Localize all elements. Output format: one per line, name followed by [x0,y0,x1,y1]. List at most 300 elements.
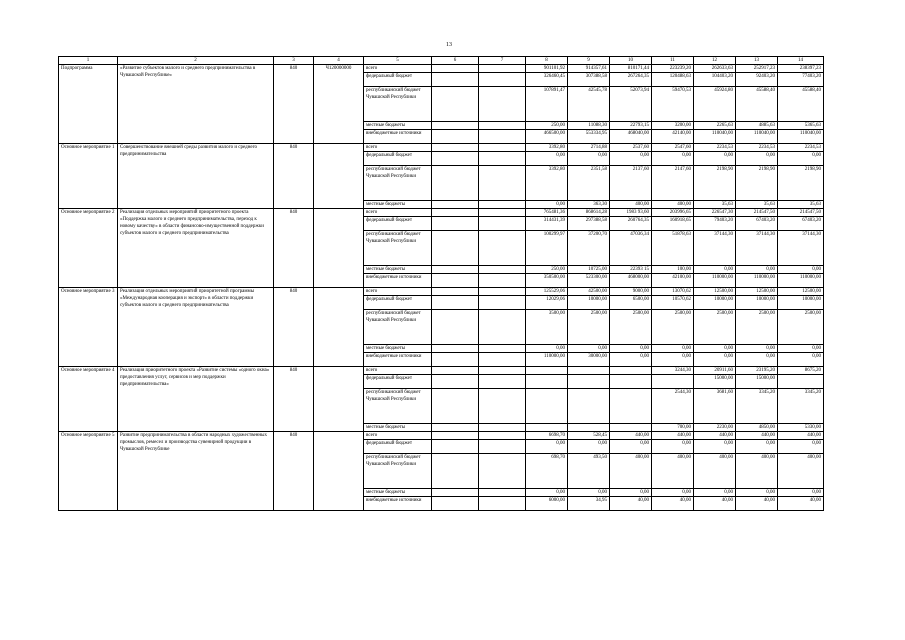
table-row [59,367,824,375]
value-cell: 2234,53 [694,144,736,152]
empty-cell [479,440,526,454]
value-cell: 2544,30 [652,389,694,424]
value-cell: 2265,63 [694,122,736,130]
value-cell [778,375,824,389]
value-cell: 12029,06 [526,296,568,310]
empty-cell [479,367,526,375]
table-row [59,432,824,440]
table-row [59,209,824,217]
value-cell: 0,00 [610,345,652,353]
value-cell: 0,00 [568,345,610,353]
value-cell: 0,00 [736,440,778,454]
value-cell: 22793,15 [610,122,652,130]
value-cell: 125529,06 [526,288,568,296]
value-cell: 10000,00 [778,296,824,310]
funding-source-cell: республиканский бюджет Чувашской Республики [364,454,432,489]
value-cell: 3681,60 [694,389,736,424]
empty-cell [479,497,526,511]
value-cell [610,375,652,389]
section-title-cell: «Развитие субъектов малого и среднего предпринимательства в Чувашской Республике» [118,65,274,144]
value-cell: 914357,61 [568,65,610,73]
value-cell: 2500,00 [778,310,824,345]
value-cell: 0,00 [610,152,652,166]
value-cell: 765481,36 [526,209,568,217]
value-cell: 400,00 [652,201,694,209]
funding-source-cell: местные бюджеты [364,122,432,130]
value-cell: 6698,70 [526,432,568,440]
empty-cell [479,201,526,209]
value-cell: 0,00 [694,266,736,274]
funding-source-cell: местные бюджеты [364,345,432,353]
value-cell: 59470,53 [652,87,694,122]
empty-cell [432,353,479,367]
empty-cell [432,231,479,266]
value-cell: 262633,63 [694,65,736,73]
value-cell: 0,00 [694,152,736,166]
value-cell: 0,00 [526,152,568,166]
value-cell: 2351,58 [568,166,610,201]
value-cell: 42500,00 [568,288,610,296]
funding-source-cell: местные бюджеты [364,489,432,497]
value-cell: 5330,00 [778,424,824,432]
empty-cell [432,375,479,389]
value-cell: 15000,00 [736,375,778,389]
empty-cell [479,274,526,288]
value-cell: 350500,00 [526,274,568,288]
value-cell: 2230,00 [694,424,736,432]
empty-cell [432,367,479,375]
value-cell: 0,00 [652,345,694,353]
value-cell: 2137,60 [610,166,652,201]
section-name-cell: Подпрограмма [59,65,118,144]
empty-cell [479,166,526,201]
empty-cell [479,122,526,130]
value-cell: 35,63 [778,201,824,209]
value-cell: 0,00 [652,152,694,166]
value-cell: 0,00 [526,345,568,353]
section-code-cell: 840 [274,65,314,144]
value-cell: 2537,60 [610,144,652,152]
value-cell: 13070,62 [652,288,694,296]
value-cell: 37144,30 [694,231,736,266]
empty-cell [432,389,479,424]
empty-cell [479,454,526,489]
funding-source-cell: внебюджетные источники [364,130,432,144]
funding-source-cell: внебюджетные источники [364,274,432,288]
value-cell: 42140,00 [652,130,694,144]
value-cell: 0,00 [778,152,824,166]
empty-cell [432,266,479,274]
value-cell: 30000,00 [568,353,610,367]
section-title-cell: Совершенствование внешней среды развития малого и среднего предпринимательства [118,144,274,209]
section-code-cell: 840 [274,288,314,367]
section-title-cell: Реализация отдельных мероприятий приоритетного проекта «Поддержка малого и среднего предпринимательства, переход к новому качеству» в области финансово-имущественной поддержки субъектов малого и среднего предпринимательства [118,209,274,288]
value-cell: 528,45 [568,432,610,440]
column-number-cell: 14 [778,57,824,65]
value-cell: 1983 93,60 [610,209,652,217]
value-cell: 45588,40 [736,87,778,122]
value-cell: 2500,00 [736,310,778,345]
section-program-code-cell: Ч120000000 [314,65,364,144]
value-cell: 400,00 [652,454,694,489]
value-cell: 0,00 [778,266,824,274]
value-cell [526,424,568,432]
table-row [59,144,824,152]
value-cell: 400,00 [610,201,652,209]
funding-source-cell: федеральный бюджет [364,152,432,166]
empty-cell [479,217,526,231]
value-cell: 22393 15 [610,266,652,274]
value-cell: 42545,78 [568,87,610,122]
value-cell [568,367,610,375]
value-cell: 400,00 [694,454,736,489]
value-cell: 120488,63 [652,73,694,87]
value-cell: 0,00 [778,353,824,367]
value-cell: 40,00 [652,497,694,511]
value-cell: 2198,90 [778,166,824,201]
value-cell: 37144,30 [778,231,824,266]
empty-cell [479,432,526,440]
funding-source-cell: республиканский бюджет Чувашской Республики [364,231,432,266]
value-cell: 42100,00 [652,274,694,288]
value-cell: 52073,94 [610,87,652,122]
value-cell: 3200,00 [652,122,694,130]
empty-cell [432,73,479,87]
column-number-cell: 11 [652,57,694,65]
empty-cell [432,424,479,432]
empty-cell [479,266,526,274]
value-cell [568,424,610,432]
value-cell: 238397,23 [778,65,824,73]
section-program-code-cell [314,144,364,209]
value-cell: 35,63 [694,201,736,209]
column-number-cell: 2 [118,57,274,65]
value-cell [526,389,568,424]
value-cell: 0,00 [694,353,736,367]
value-cell: 2500,00 [694,310,736,345]
value-cell: 0,00 [694,489,736,497]
value-cell: 363,30 [568,201,610,209]
funding-source-cell: внебюджетные источники [364,353,432,367]
value-cell: 47036,34 [610,231,652,266]
empty-cell [432,497,479,511]
empty-cell [479,375,526,389]
value-cell: 3345,20 [736,389,778,424]
empty-cell [432,217,479,231]
value-cell: 5365,63 [778,122,824,130]
value-cell: 2500,00 [568,310,610,345]
column-number-cell: 1 [59,57,118,65]
value-cell: 440,00 [610,432,652,440]
empty-cell [432,432,479,440]
value-cell [652,375,694,389]
column-number-cell: 9 [568,57,610,65]
value-cell: 252917,23 [736,65,778,73]
funding-source-cell: всего [364,209,432,217]
empty-cell [432,130,479,144]
value-cell: 40,00 [694,497,736,511]
value-cell: 466500,00 [526,130,568,144]
value-cell: 553334,95 [568,130,610,144]
column-number-cell: 8 [526,57,568,65]
value-cell: 2234,53 [736,144,778,152]
value-cell: 110000,00 [526,353,568,367]
value-cell: 698,70 [526,454,568,489]
section-code-cell: 840 [274,432,314,511]
value-cell [526,375,568,389]
value-cell: 37144,30 [736,231,778,266]
value-cell: 493,50 [568,454,610,489]
empty-cell [432,209,479,217]
empty-cell [432,489,479,497]
value-cell: 8675,20 [778,367,824,375]
value-cell: 0,00 [652,353,694,367]
value-cell: 326460,45 [526,73,568,87]
value-cell: 110040,00 [736,130,778,144]
value-cell [610,389,652,424]
section-title-cell: Развитие предпринимательства в области народных художественных промыслов, ремесел и производства сувенирной продукции в Чувашской Республике [118,432,274,511]
value-cell: 0,00 [526,201,568,209]
funding-source-cell: федеральный бюджет [364,217,432,231]
empty-cell [479,424,526,432]
value-cell: 0,00 [736,353,778,367]
value-cell: 110000,00 [736,274,778,288]
empty-cell [479,209,526,217]
section-name-cell: Основное мероприятие 5 [59,432,118,511]
value-cell: 0,00 [778,440,824,454]
value-cell: 868614,28 [568,209,610,217]
empty-cell [432,274,479,288]
empty-cell [479,296,526,310]
section-code-cell: 840 [274,209,314,288]
value-cell [610,367,652,375]
value-cell: 0,00 [652,489,694,497]
value-cell: 45588,40 [778,87,824,122]
empty-cell [479,345,526,353]
value-cell: 10570,62 [652,296,694,310]
empty-cell [432,65,479,73]
funding-source-cell: федеральный бюджет [364,440,432,454]
value-cell: 523300,00 [568,274,610,288]
value-cell: 0,00 [736,152,778,166]
empty-cell [432,310,479,345]
funding-source-cell: местные бюджеты [364,201,432,209]
value-cell: 104403,20 [694,73,736,87]
value-cell: 440,00 [736,432,778,440]
value-cell: 314431,39 [526,217,568,231]
funding-source-cell: всего [364,367,432,375]
value-cell: 2198,90 [694,166,736,201]
value-cell: 35,63 [736,201,778,209]
budget-table [58,56,824,511]
section-program-code-cell [314,209,364,288]
value-cell: 223239,20 [652,65,694,73]
funding-source-cell: местные бюджеты [364,424,432,432]
value-cell: 0,00 [694,440,736,454]
value-cell: 214547,50 [736,209,778,217]
empty-cell [479,353,526,367]
section-program-code-cell [314,288,364,367]
empty-cell [432,454,479,489]
value-cell: 0,00 [778,345,824,353]
empty-cell [432,296,479,310]
value-cell: 6500,00 [610,296,652,310]
value-cell: 3500,00 [526,310,568,345]
value-cell: 0,00 [736,266,778,274]
value-cell: 4850,00 [736,424,778,432]
empty-cell [479,144,526,152]
value-cell: 0,00 [610,489,652,497]
value-cell: 0,00 [736,345,778,353]
value-cell: 0,00 [694,345,736,353]
value-cell: 110000,00 [778,274,824,288]
section-program-code-cell [314,432,364,511]
value-cell: 3392,80 [526,144,568,152]
empty-cell [432,201,479,209]
column-number-cell: 6 [432,57,479,65]
value-cell: 468040,00 [610,130,652,144]
value-cell: 0,00 [526,489,568,497]
section-name-cell: Основное мероприятие 1 [59,144,118,209]
funding-source-cell: всего [364,432,432,440]
column-number-cell: 13 [736,57,778,65]
column-number-row [59,57,824,65]
value-cell: 110000,00 [694,274,736,288]
section-code-cell: 840 [274,367,314,432]
column-number-cell: 12 [694,57,736,65]
value-cell: 440,00 [778,432,824,440]
value-cell: 440,00 [694,432,736,440]
value-cell: 0,00 [778,489,824,497]
value-cell: 0,00 [736,489,778,497]
empty-cell [432,440,479,454]
value-cell: 9000,00 [610,288,652,296]
value-cell: 2198,90 [736,166,778,201]
empty-cell [479,73,526,87]
value-cell: 110040,00 [778,130,824,144]
empty-cell [479,310,526,345]
funding-source-cell: республиканский бюджет Чувашской Республики [364,166,432,201]
funding-source-cell: внебюджетные источники [364,497,432,511]
empty-cell [479,489,526,497]
value-cell: 250,00 [526,266,568,274]
value-cell: 15000,00 [694,375,736,389]
value-cell: 400,00 [778,454,824,489]
value-cell: 297388,58 [568,217,610,231]
value-cell: 250,00 [526,122,568,130]
value-cell: 3392,80 [526,166,568,201]
section-name-cell: Основное мероприятие 3 [59,288,118,367]
value-cell: 2500,00 [652,310,694,345]
table-row [59,65,824,73]
value-cell: 810171,44 [610,65,652,73]
column-number-cell: 10 [610,57,652,65]
funding-source-cell: всего [364,144,432,152]
page-number: 13 [446,42,452,48]
value-cell: 468000,00 [610,274,652,288]
column-number-cell: 5 [364,57,432,65]
value-cell: 0,00 [610,440,652,454]
section-code-cell: 840 [274,144,314,209]
value-cell: 203996,65 [652,209,694,217]
value-cell: 11088,30 [568,122,610,130]
funding-source-cell: федеральный бюджет [364,296,432,310]
value-cell: 40,00 [736,497,778,511]
column-number-cell: 3 [274,57,314,65]
empty-cell [432,122,479,130]
funding-source-cell: республиканский бюджет Чувашской Республики [364,389,432,424]
section-program-code-cell [314,367,364,432]
column-number-cell: 7 [479,57,526,65]
value-cell: 45924,80 [694,87,736,122]
value-cell [526,367,568,375]
empty-cell [479,152,526,166]
empty-cell [432,166,479,201]
empty-cell [479,130,526,144]
funding-source-cell: всего [364,288,432,296]
empty-cell [479,231,526,266]
funding-source-cell: местные бюджеты [364,266,432,274]
value-cell: 0,00 [568,440,610,454]
value-cell: 267264,35 [610,73,652,87]
value-cell: 10000,00 [736,296,778,310]
section-name-cell: Основное мероприятие 2 [59,209,118,288]
value-cell: 307388,58 [568,73,610,87]
value-cell: 10725,00 [568,266,610,274]
empty-cell [432,144,479,152]
value-cell: 160918,65 [652,217,694,231]
section-name-cell: Основное мероприятие 4 [59,367,118,432]
empty-cell [432,345,479,353]
value-cell: 0,00 [526,440,568,454]
value-cell: 400,00 [736,454,778,489]
section-title-cell: Реализация отдельных мероприятий приоритетной программы «Международная кооперация и экспорт» в области поддержки субъектов малого и среднего предпринимательства [118,288,274,367]
value-cell: 92403,20 [736,73,778,87]
value-cell: 2500,00 [610,310,652,345]
value-cell: 3244,30 [652,367,694,375]
value-cell: 12500,00 [694,288,736,296]
value-cell: 77403,20 [778,73,824,87]
value-cell: 2714,88 [568,144,610,152]
value-cell: 214547,50 [778,209,824,217]
value-cell: 901101,92 [526,65,568,73]
value-cell: 260764,35 [610,217,652,231]
value-cell: 440,00 [652,432,694,440]
value-cell [568,389,610,424]
value-cell: 40,00 [778,497,824,511]
value-cell: 10000,00 [694,296,736,310]
value-cell: 67403,20 [778,217,824,231]
value-cell: 226547,30 [694,209,736,217]
funding-source-cell: республиканский бюджет Чувашской Республики [364,87,432,122]
value-cell: 79403,20 [694,217,736,231]
value-cell: 20911,60 [694,367,736,375]
funding-source-cell: федеральный бюджет [364,73,432,87]
empty-cell [479,65,526,73]
value-cell: 37200,70 [568,231,610,266]
value-cell: 12500,00 [778,288,824,296]
value-cell: 2147,60 [652,166,694,201]
value-cell: 400,00 [610,454,652,489]
value-cell: 6000,00 [526,497,568,511]
section-title-cell: Реализация приоритетного проекта «Развитие системы «одного окна» предоставления услуг, сервисов и мер поддержки предпринимательства» [118,367,274,432]
column-number-cell: 4 [314,57,364,65]
table-row [59,288,824,296]
empty-cell [479,389,526,424]
value-cell: 12500,00 [736,288,778,296]
value-cell: 3345,20 [778,389,824,424]
empty-cell [432,87,479,122]
